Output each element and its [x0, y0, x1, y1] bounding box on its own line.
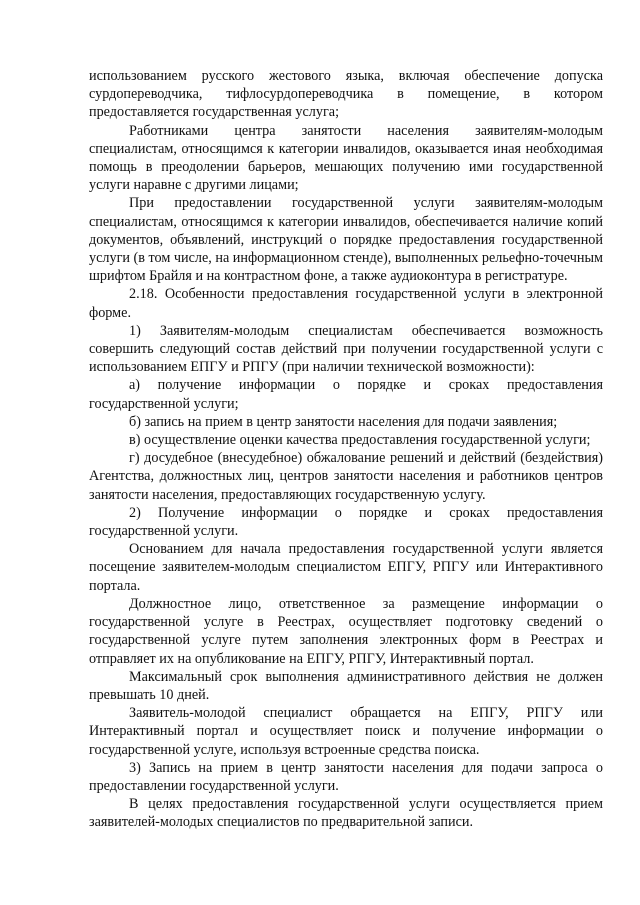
paragraph-continuation: использованием русского жестового языка, включая обеспечение допуска сурдопереводчика, тифлосурдопереводчика в помещение, в котором предоставляется государственная услуга; — [89, 68, 603, 121]
paragraph-assistance: Работниками центра занятости населения заявителям-молодым специалистам, относящимся к категории инвалидов, оказывается иная необходимая помощь в преодолении барьеров, мешающих получению ими государственной услуги наравне с другими лицами; — [89, 122, 603, 194]
list-item-b: б) запись на прием в центр занятости населения для подачи заявления; — [129, 413, 558, 430]
list-item-a: а) получение информации о порядке и сроках предоставления государственной услуги; — [89, 377, 603, 412]
paragraph-item-2: 2) Получение информации о порядке и сроках предоставления государственной услуги. — [89, 504, 603, 540]
list-item-g: г) досудебное (внесудебное) обжалование решений и действий (бездействия) Агентства, должностных лиц, центров занятости населения и работников центров занятости населения, предоставляющих государственную услугу. — [89, 450, 603, 503]
paragraph-item-1: 1) Заявителям-молодым специалистам обеспечивается возможность совершить следующий состав действий при получении государственной услуги с использованием ЕПГУ и РПГУ (при наличии технической возможности): — [89, 322, 603, 376]
document-body — [89, 67, 603, 832]
paragraph-basis: Основанием для начала предоставления государственной услуги является посещение заявителем-молодым специалистом ЕПГУ, РПГУ или Интерактивного портала. — [89, 541, 603, 594]
paragraph-applicant-search: Заявитель-молодой специалист обращается на ЕПГУ, РПГУ или Интерактивный портал и осуществляет поиск и получение информации о государственной услуге, используя встроенные средства поиска. — [89, 705, 603, 758]
paragraph-official: Должностное лицо, ответственное за размещение информации о государственной услуге в Реестрах, осуществляет подготовку сведений о государственной услуге путем заполнения электронных форм в Реестрах и отправляет их на опубликование на ЕПГУ, РПГУ, Интерактивный портал. — [89, 595, 603, 667]
list-item-v: в) осуществление оценки качества предоставления государственной услуги; — [129, 432, 591, 449]
paragraph-braille: При предоставлении государственной услуги заявителям-молодым специалистам, относящимся к категории инвалидов, обеспечивается наличие копий документов, объявлений, инструкций о порядке предоставления государственной услуги (в том числе, на информационном стенде), выполненных рельефно-точечным шрифтом Брайля и на контрастном фоне, а также аудиоконтура в регистратуре. — [89, 195, 603, 285]
paragraph-appointment: В целях предоставления государственной услуги осуществляется прием заявителей-молодых специалистов по предварительной записи. — [89, 796, 603, 831]
paragraph-max-term: Максимальный срок выполнения административного действия не должен превышать 10 дней. — [89, 668, 603, 703]
section-heading-2-18: 2.18. Особенности предоставления государственной услуги в электронной форме. — [89, 286, 603, 321]
paragraph-item-3: 3) Запись на прием в центр занятости населения для подачи запроса о предоставлении государственной услуги. — [89, 759, 603, 794]
